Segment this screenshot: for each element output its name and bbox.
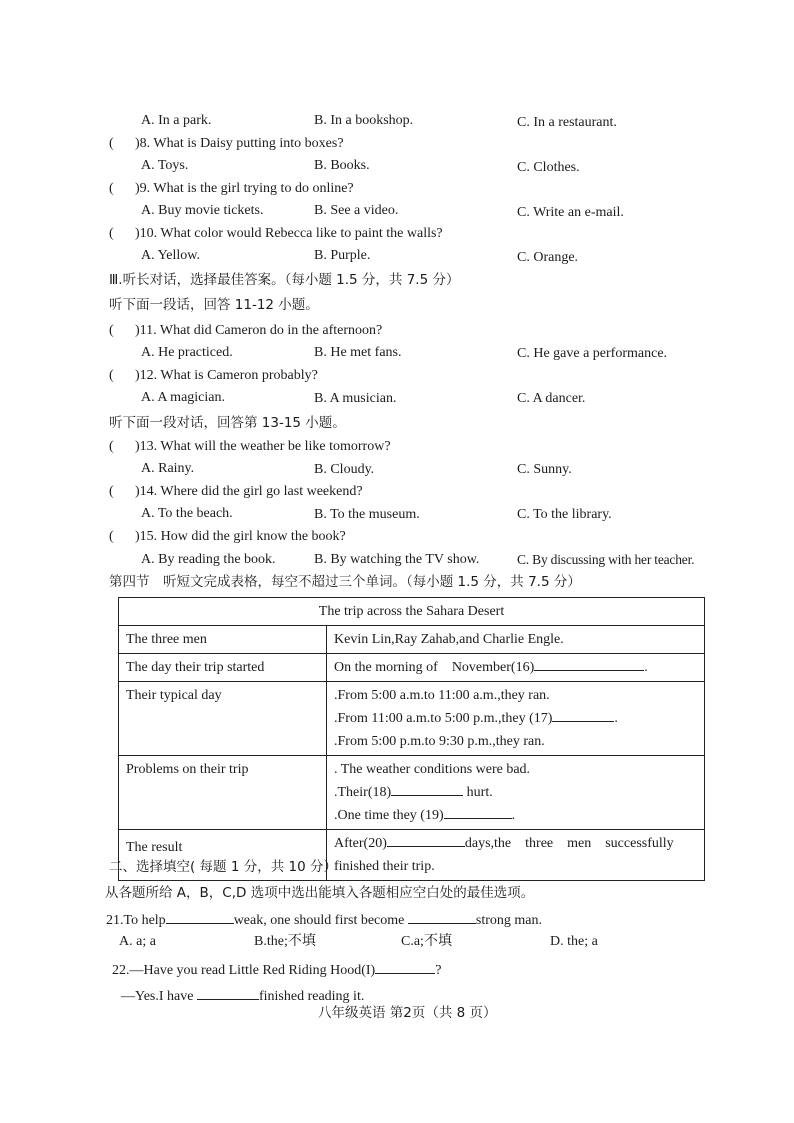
blank-21a[interactable] [166,909,234,924]
row-value [327,682,705,756]
row-label: The day their trip started [119,654,327,682]
table-row [119,654,705,682]
q14-option-b: B. To the museum. [314,507,420,522]
q15-option-b: B. By watching the TV show. [314,552,480,567]
blank-19[interactable] [444,804,512,819]
page-footer: 八年级英语 第2页（共 8 页） [318,1005,497,1021]
section-3-heading: Ⅲ.听长对话，选择最佳答案。（每小题 1.5 分，共 7.5 分） [109,272,460,288]
row-line-text: days,the three men successfully [464,836,674,851]
blank-22a[interactable] [375,959,435,974]
q21-option-b: B.the;不填 [254,934,316,949]
instruction-13-15: 听下面一段对话，回答第 13-15 小题。 [109,415,346,431]
question-15 [109,528,346,546]
instruction-11-12: 听下面一段话，回答 11-12 小题。 [109,297,319,313]
answer-paren[interactable]: ( [109,484,114,499]
q11-option-c: C. He gave a performance. [517,346,668,361]
blank-21b[interactable] [408,909,476,924]
q21-option-c: C.a;不填 [401,934,452,949]
completion-table [118,597,705,881]
question-15-stem: )15. How did the girl know the book? [135,529,346,544]
q21-option-a: A. a; a [119,934,156,949]
row-label: The three men [119,626,327,654]
question-10 [109,225,443,243]
q8-option-a: A. Toys. [141,158,189,173]
row-line-text: .From 11:00 a.m.to 5:00 p.m.,they (17) [334,711,553,726]
row-line: finished their trip. [334,859,435,874]
q8-option-c: C. Clothes. [517,160,580,175]
q7-option-b: B. In a bookshop. [314,113,414,128]
row-line [334,781,697,804]
table-row [119,626,705,654]
row-value [327,756,705,830]
table-row [119,756,705,830]
question-21 [106,909,542,930]
answer-paren[interactable]: ( [109,323,114,338]
q13-option-c: C. Sunny. [517,462,572,477]
q22-text: ? [435,963,442,978]
q13-option-a: A. Rainy. [141,461,195,476]
answer-paren[interactable]: ( [109,439,114,454]
question-11-stem: )11. What did Cameron do in the afternoon? [135,323,383,338]
row-label: Problems on their trip [119,756,327,830]
q12-option-b: B. A musician. [314,391,397,406]
question-13 [109,438,391,456]
q11-option-b: B. He met fans. [314,345,402,360]
blank-16[interactable] [534,656,644,671]
q9-option-b: B. See a video. [314,203,399,218]
row-line: .From 5:00 p.m.to 9:30 p.m.,they ran. [334,734,545,749]
q9-option-c: C. Write an e-mail. [517,205,624,220]
question-9-stem: )9. What is the girl trying to do online? [135,181,354,196]
answer-paren[interactable]: ( [109,136,114,151]
row-value [327,830,705,881]
q12-option-c: C. A dancer. [517,391,586,406]
question-13-stem: )13. What will the weather be like tomorrow? [135,439,391,454]
q15-option-a: A. By reading the book. [141,552,276,567]
q7-option-c: C. In a restaurant. [517,115,617,130]
row-line-text: .Their(18) [334,785,392,800]
question-8-stem: )8. What is Daisy putting into boxes? [135,136,344,151]
q12-option-a: A. A magician. [141,390,225,405]
blank-20[interactable] [387,832,465,847]
row-line: . The weather conditions were bad. [334,762,531,777]
table-row [119,682,705,756]
row-line: .From 11:00 a.m.to 5:00 p.m.,they (17) . [334,707,697,730]
part-2-instruction: 从各题所给 A，B，C,D 选项中选出能填入各题相应空白处的最佳选项。 [105,885,535,901]
q22-text: 22.—Have you read Little Red Riding Hood(I) [112,963,376,978]
row-label: The result [119,830,327,881]
q21-text: 21.To help [106,913,166,928]
q21-text: strong man. [475,913,542,928]
question-9 [109,180,354,198]
section-4-heading: 第四节 听短文完成表格，每空不超过三个单词。（每小题 1.5 分，共 7.5 分） [109,574,581,590]
q13-option-b: B. Cloudy. [314,462,375,477]
q8-option-b: B. Books. [314,158,370,173]
answer-paren[interactable]: ( [109,368,114,383]
question-10-stem: )10. What color would Rebecca like to paint the walls? [135,226,443,241]
question-8 [109,135,344,153]
q10-option-a: A. Yellow. [141,248,200,263]
table-title: The trip across the Sahara Desert [119,598,705,626]
row-value-text: On the morning of November(16) [334,660,535,675]
question-22 [112,959,441,980]
question-14-stem: )14. Where did the girl go last weekend? [135,484,363,499]
q15-option-c: C. By discussing with her teacher. [517,552,695,567]
q22-text: —Yes.I have [121,989,194,1004]
q11-option-a: A. He practiced. [141,345,233,360]
row-line-text: After(20) [334,836,387,851]
row-line-text: hurt. [466,785,493,800]
blank-22b[interactable] [197,985,259,1000]
q22-text: finished reading it. [258,989,365,1004]
q10-option-c: C. Orange. [517,250,579,265]
row-label: Their typical day [119,682,327,756]
question-14 [109,483,363,501]
q14-option-a: A. To the beach. [141,506,233,521]
q10-option-b: B. Purple. [314,248,371,263]
row-line [334,832,697,855]
part-2-heading: 二、选择填空( 每题 1 分，共 10 分） [109,859,337,875]
q14-option-c: C. To the library. [517,507,612,522]
answer-paren[interactable]: ( [109,529,114,544]
row-line: .One time they (19) . [334,804,697,827]
answer-paren[interactable]: ( [109,226,114,241]
q21-option-d: D. the; a [550,934,598,949]
answer-paren[interactable]: ( [109,181,114,196]
row-value: On the morning of November(16) . [327,654,705,682]
question-12-stem: )12. What is Cameron probably? [135,368,318,383]
q7-option-a: A. In a park. [141,113,212,128]
question-12 [109,367,318,385]
row-value: Kevin Lin,Ray Zahab,and Charlie Engle. [327,626,705,654]
q9-option-a: A. Buy movie tickets. [141,203,264,218]
blank-17[interactable] [552,707,614,722]
blank-18[interactable] [391,781,463,796]
question-11 [109,322,382,340]
row-line: .From 5:00 a.m.to 11:00 a.m.,they ran. [334,688,550,703]
row-line-text: .One time they (19) [334,808,444,823]
q21-text: weak, one should first become [233,913,405,928]
question-22-reply [121,985,364,1006]
